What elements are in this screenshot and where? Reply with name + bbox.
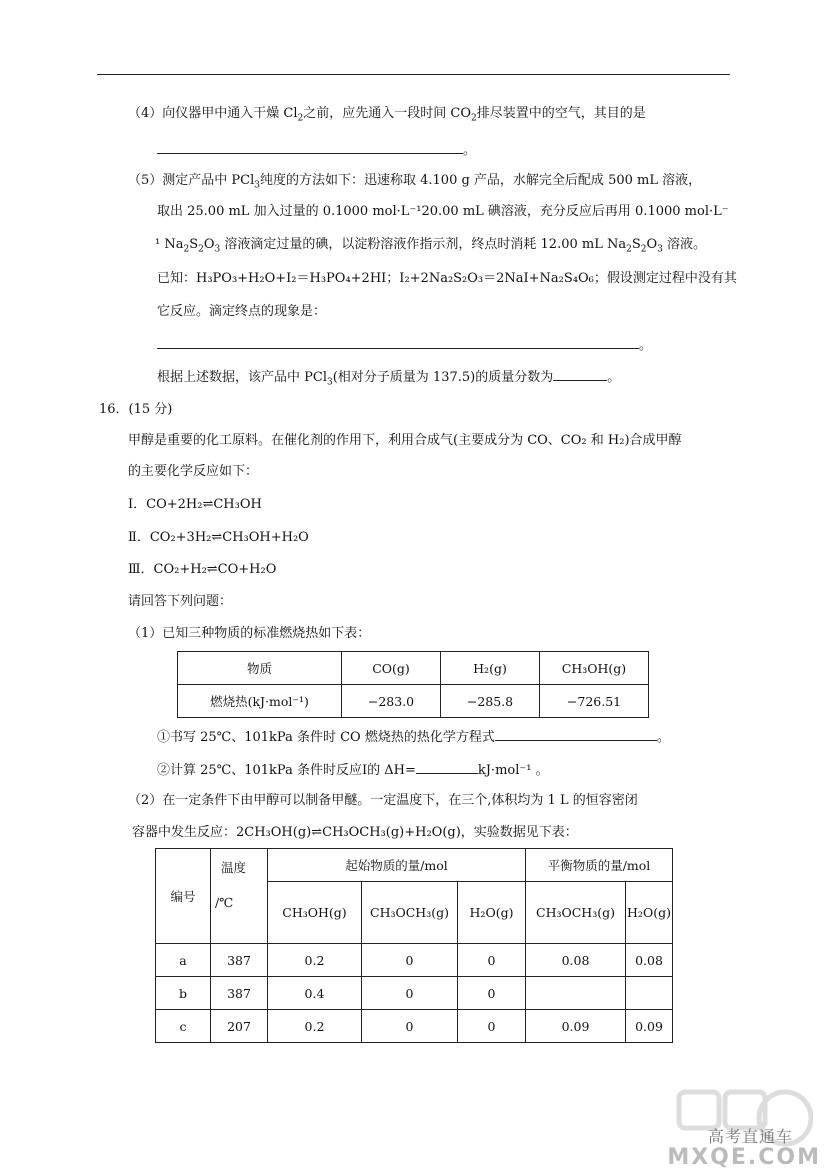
q5-fraction-blank[interactable] [553, 367, 607, 381]
q5-answer-line [157, 335, 652, 355]
q16-prompt: 请回答下列问题： [128, 594, 233, 609]
table2-cell: 0.09 [526, 1010, 626, 1043]
q16-p1a-text: ①书写 25℃、101kPa 条件时 CO 燃烧热的热化学方程式 [157, 730, 495, 745]
table2-cell: 0.08 [626, 944, 673, 977]
table1-row-label: 燃烧热(kJ·mol⁻¹) [178, 685, 342, 718]
watermark-url: MXQE.COM [667, 1145, 821, 1170]
combustion-heat-table [177, 651, 649, 718]
table2-cell: 0.08 [526, 944, 626, 977]
q16-reaction-1: Ⅰ．CO+2H₂⇌CH₃OH [128, 497, 262, 512]
q5-line-2: 取出 25.00 mL 加入过量的 0.1000 mol·L⁻¹20.00 mL 碘溶液，充分反应后再用 0.1000 mol·L⁻ [157, 204, 729, 219]
table2-cell: 0 [458, 1010, 526, 1043]
header-rule [97, 74, 730, 75]
q5-label: （5） [128, 173, 163, 188]
table1-cell: −726.51 [540, 685, 649, 718]
q4-line: （4）向仪器甲中通入干燥 $Cl_2$之前，应先通入一段时间 $CO_2$排尽装置中的空气，其目的是 [128, 106, 646, 124]
q16-intro-1: 甲醇是重要的化工原料。在催化剂的作用下，利用合成气(主要成分为 CO、CO₂ 和 H₂)合成甲醇 [128, 433, 682, 448]
table2-cell: 387 [211, 944, 268, 977]
table2-group-eq: 平衡物质的量/mol [526, 849, 673, 882]
q16-equation-blank[interactable] [495, 727, 657, 741]
q16-reaction-3: Ⅲ．CO₂+H₂⇌CO+H₂O [128, 562, 277, 577]
table2-subheader: CH₃OCH₃(g) [526, 882, 626, 944]
q16-p1a-end: 。 [656, 730, 670, 745]
table2-temp-header [211, 849, 268, 944]
q16-reaction-2: Ⅱ．CO₂+3H₂⇌CH₃OH+H₂O [128, 530, 309, 545]
table1-cell: −285.8 [441, 685, 540, 718]
q5-l3-f: O [646, 237, 658, 252]
q5-l1-b: 纯度的方法如下：迅速称取 4.100 g 产品，水解完全后配成 500 mL 溶液， [260, 173, 702, 188]
q16-dh-blank[interactable] [416, 760, 478, 774]
table2-subheader: CH₃OH(g) [268, 882, 362, 944]
table1-cell: −283.0 [342, 685, 441, 718]
q5-line-1: （5）测定产品中 PCl$_3$纯度的方法如下：迅速称取 4.100 g 产品，水解完全后配成 500 mL 溶液， [128, 173, 702, 191]
q5-l7-a: 根据上述数据，该产品中 PCl [157, 370, 327, 385]
table2-cell: 0.09 [626, 1010, 673, 1043]
table-row [156, 944, 673, 977]
table2-cell: a [156, 944, 211, 977]
table2-cell: 387 [211, 977, 268, 1010]
q5-l7-c: 。 [607, 370, 621, 385]
q4-label: （4） [128, 106, 163, 121]
q5-line-7: 根据上述数据，该产品中 PCl$_3$(相对分子质量为 137.5)的质量分数为 。 [157, 367, 620, 387]
table2-cell: b [156, 977, 211, 1010]
q5-endpoint-blank[interactable] [157, 335, 639, 349]
q5-l3-c: O [203, 237, 215, 252]
table2-subheader: CH₃OCH₃(g) [362, 882, 458, 944]
table2-cell: 0.4 [268, 977, 362, 1010]
q5-line-5: 它反应。滴定终点的现象是： [157, 304, 327, 319]
table2-subheader: H₂O(g) [626, 882, 673, 944]
table2-id-header: 编号 [156, 849, 211, 944]
table1-header: H₂(g) [441, 652, 540, 685]
q16-part1: （1）已知三种物质的标准燃烧热如下表： [128, 626, 371, 641]
table2-cell: 0 [362, 1010, 458, 1043]
q4-text-a: 向仪器甲中通入干燥 Cl [162, 106, 298, 121]
q4-answer-line [157, 140, 476, 160]
q5-l3-d: 溶液滴定过量的碘，以淀粉溶液作指示剂，终点时消耗 12.00 mL Na [220, 237, 627, 252]
q4-end: 。 [463, 143, 477, 158]
q16-header: 16．(15 分) [99, 402, 173, 417]
q16-p1b-b: kJ·mol⁻¹ 。 [477, 763, 549, 778]
table2-temp-bottom: /℃ [215, 895, 234, 910]
table2-cell [626, 977, 673, 1010]
table2-cell: 0 [362, 944, 458, 977]
table2-cell [526, 977, 626, 1010]
q5-l1-a: 测定产品中 PCl [162, 173, 255, 188]
table2-cell: 0 [458, 977, 526, 1010]
table2-subheader: H₂O(g) [458, 882, 526, 944]
table2-cell: 0.2 [268, 944, 362, 977]
q16-part1b [157, 760, 549, 780]
q5-line-4: 已知：H₃PO₃+H₂O+I₂＝H₃PO₄+2HI；I₂+2Na₂S₂O₃＝2NaI+Na₂S₄O₆；假设测定过程中没有其 [157, 271, 737, 286]
q16-part2-line-2: 容器中发生反应：2CH₃OH(g)⇌CH₃OCH₃(g)+H₂O(g)，实验数据见下表： [132, 825, 578, 840]
q5-l7-b: (相对分子质量为 137.5)的质量分数为 [332, 370, 554, 385]
q16-part1a [157, 727, 670, 747]
q5-l3-a: ¹ Na [155, 237, 184, 252]
table2-cell: 207 [211, 1010, 268, 1043]
table2-cell: 0.2 [268, 1010, 362, 1043]
table2-group-start: 起始物质的量/mol [268, 849, 526, 882]
q5-line-3: ¹ $Na_2S_2O_3$ 溶液滴定过量的碘，以淀粉溶液作指示剂，终点时消耗 12.00 mL $Na_2S_2O_3$ 溶液。 [155, 237, 707, 255]
table-row [156, 1010, 673, 1043]
q5-l3-b: S [189, 237, 199, 252]
table1-header: 物质 [178, 652, 342, 685]
q5-l6-end: 。 [639, 338, 653, 353]
q16-part2-line-1: （2）在一定条件下由甲醇可以制备甲醚。一定温度下，在三个,体积均为 1 L 的恒容密闭 [128, 793, 638, 808]
q16-p1b-a: ②计算 25℃、101kPa 条件时反应Ⅰ的 ΔH= [157, 763, 416, 778]
watermark-text: 高考直通车 [707, 1127, 793, 1146]
q4-text-b: 之前，应先通入一段时间 CO [303, 106, 472, 121]
q5-l3-e: S [631, 237, 641, 252]
table2-cell: 0 [458, 944, 526, 977]
table1-header: CH₃OH(g) [540, 652, 649, 685]
q4-text-c: 排尽装置中的空气，其目的是 [476, 106, 646, 121]
table2-cell: c [156, 1010, 211, 1043]
q5-l3-g: 溶液。 [662, 237, 707, 252]
table1-header: CO(g) [342, 652, 441, 685]
table2-cell: 0 [362, 977, 458, 1010]
q4-answer-blank[interactable] [157, 140, 463, 154]
experiment-table [155, 848, 673, 1043]
table-row [156, 977, 673, 1010]
q16-intro-2: 的主要化学反应如下： [128, 464, 259, 479]
table2-temp-top: 温度 [221, 860, 247, 875]
